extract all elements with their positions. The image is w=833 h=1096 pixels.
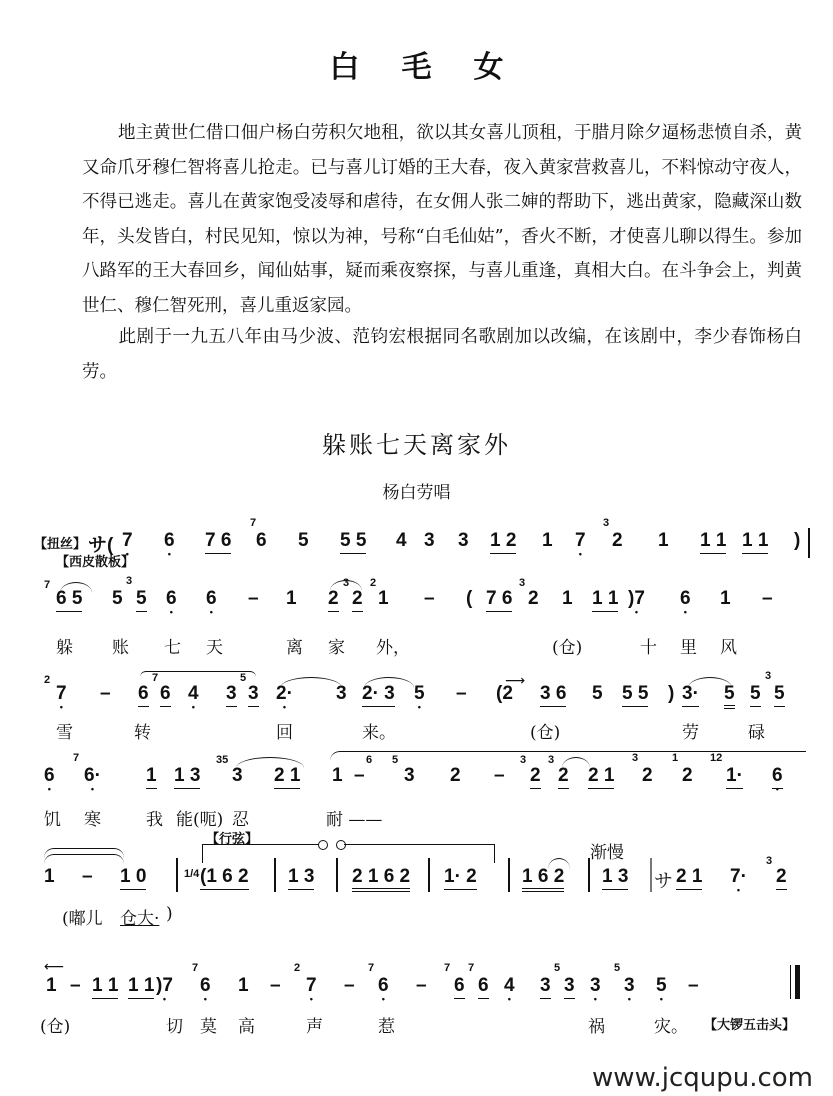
note: 3: [232, 765, 243, 786]
note: 6: [454, 975, 465, 999]
note: 2: [642, 765, 653, 786]
lyric: 祸: [588, 1017, 605, 1037]
note: 1: [542, 530, 553, 551]
grace-note: 7: [73, 752, 80, 764]
lyric: 离: [286, 638, 303, 658]
bar-line: [428, 858, 430, 892]
opera-title: 白毛女: [329, 50, 546, 85]
dash: –: [100, 683, 111, 704]
note: 3: [336, 683, 347, 704]
lyric: 躲: [56, 638, 73, 658]
synopsis-text-2: 此剧于一九五八年由马少波、范钧宏根据同名歌剧加以改编，在该剧中，李少春饰杨白劳。: [82, 327, 802, 382]
note-group: 5 5: [340, 530, 366, 554]
arrow-right-icon: ⟶: [505, 673, 526, 689]
lyric: 劳: [682, 723, 699, 743]
grace-note: 7: [152, 672, 159, 684]
watermark: www.jcqupu.com: [592, 1063, 813, 1093]
lyric: 七: [164, 638, 181, 658]
lyric: 声: [306, 1017, 323, 1037]
note: 5: [592, 683, 603, 704]
grace-note: 35: [216, 754, 229, 766]
lyric: 里: [680, 638, 697, 658]
time-signature: 1/4: [184, 868, 200, 880]
note: 3: [226, 683, 237, 707]
synopsis-text-1: 地主黄世仁借口佃户杨白劳积欠地租，欲以其女喜儿顶租，于腊月除夕逼杨悲愤自杀，黄又命爪牙穆仁智将喜儿抢走。已与喜儿订婚的王大春，夜入黄家营救喜儿，不料惊动守夜人，不得已逃走。喜儿在黄家饱受凌辱和虐待，在女佣人张二婶的帮助下，逃出黄家，隐藏深山数年，头发皆白，村民见知，惊以为神，号称“白毛仙姑”，香火不断，才使喜儿聊以得生。参加八路军的王大春回乡，闻仙姑事，疑而乘夜察探，与喜儿重逢，真相大白。在斗争会上，判黄世仁、穆仁智死刑，喜儿重返家园。: [82, 123, 802, 316]
dash: –: [494, 765, 505, 786]
note: 5: [774, 683, 785, 707]
note-group: 1 1: [742, 530, 768, 554]
bar-line: [508, 858, 510, 892]
note: 3: [458, 530, 469, 551]
lyric: 切: [166, 1017, 183, 1037]
label-xipi-sanban: 【西皮散板】: [56, 555, 135, 570]
note: 5: [750, 683, 761, 707]
lyric: 灾。: [654, 1017, 688, 1037]
note-group: 1 1: [592, 588, 618, 612]
note: 7 •: [306, 975, 317, 997]
note: 6 •: [200, 975, 211, 997]
grace-note: 3: [766, 855, 773, 867]
note: 2: [682, 765, 693, 786]
note-group: 2 1: [588, 765, 614, 789]
note: 1: [658, 530, 669, 551]
lyric: ): [166, 904, 173, 924]
grace-note: 7: [44, 579, 51, 591]
note: 4 •: [188, 683, 199, 705]
note: 1: [720, 588, 731, 609]
note: 3·: [682, 683, 699, 707]
note: 3: [248, 683, 259, 707]
note: 2: [528, 588, 539, 609]
label-niusi: 【扭丝】: [34, 537, 87, 552]
grace-note: 5: [240, 672, 247, 684]
note-group: (1 6 2: [200, 866, 249, 890]
note: 6 •: [680, 588, 691, 610]
note: ): [794, 530, 801, 551]
grace-note: 3: [765, 670, 772, 682]
note-group: 7 6: [205, 530, 231, 554]
note: 1: [44, 866, 55, 887]
note: (2: [496, 683, 513, 704]
lyric: (仓): [40, 1017, 71, 1037]
lyric: 家: [328, 638, 345, 658]
grace-note: 3: [520, 754, 527, 766]
note-group: 1 2: [490, 530, 516, 554]
final-bar-line: [790, 965, 794, 999]
note: 2: [352, 588, 363, 612]
note-group: 6 5: [56, 588, 82, 612]
note: 6 •: [164, 530, 175, 552]
note: 4: [396, 530, 407, 551]
lyric: (仓): [530, 723, 561, 743]
song-title: 躲账七天离家外: [322, 431, 511, 459]
note-group: 2· 3: [362, 683, 395, 707]
lyric: 十: [640, 638, 657, 658]
note: 1: [378, 588, 389, 609]
tempo-marking: 渐慢: [590, 843, 624, 863]
synopsis-paragraph-1: [82, 116, 802, 323]
note: 2: [530, 765, 541, 789]
note-group: 7 6: [486, 588, 512, 612]
grace-note: 3: [519, 577, 526, 589]
grace-note: 7: [250, 517, 257, 529]
note: 5 •: [656, 975, 667, 997]
note: 3: [424, 530, 435, 551]
lyric: 饥: [44, 810, 61, 830]
lyric: (嘟儿: [62, 909, 103, 929]
note: 6 •: [206, 588, 217, 610]
note: 6 •: [772, 765, 783, 789]
note: 6: [256, 530, 267, 551]
note: )7 •: [156, 975, 173, 997]
grace-note: 5: [554, 962, 561, 974]
dash: –: [82, 866, 93, 887]
grace-note: 3: [632, 752, 639, 764]
lyric: 能(呃): [176, 810, 224, 830]
bracket-end-circle: [318, 840, 328, 850]
lyric: 回: [276, 723, 293, 743]
note: 7· •: [730, 866, 747, 888]
lyric: 我: [146, 810, 163, 830]
singer-credit: 杨白劳唱: [382, 483, 451, 503]
bar-line: [588, 858, 590, 892]
note: 2· •: [276, 683, 293, 705]
note: 5: [136, 588, 147, 612]
note-group: 2 1 6 2: [352, 866, 410, 892]
note-group: 1 1: [92, 975, 118, 999]
lyric: 来。: [362, 723, 396, 743]
note-group: 3 6: [540, 683, 566, 707]
note: 2: [612, 530, 623, 551]
bar-line: [808, 528, 810, 558]
dash: –: [416, 975, 427, 996]
note: 7 •: [56, 683, 67, 705]
lyric: 惹: [378, 1017, 395, 1037]
note: 3 •: [590, 975, 601, 997]
grace-note: 2: [370, 577, 377, 589]
note: 6 •: [378, 975, 389, 997]
lyric: 天: [206, 638, 223, 658]
dash: –: [270, 975, 281, 996]
note: 2: [328, 588, 339, 612]
note: 6· •: [84, 765, 101, 787]
note-group: 1 0: [120, 866, 146, 890]
bar-line: [274, 858, 276, 892]
note-group: 1· 2: [444, 866, 477, 890]
lyric: 高: [238, 1017, 255, 1037]
note: 5: [112, 588, 123, 609]
note: 2: [558, 765, 569, 789]
dash: –: [70, 975, 81, 996]
lyric: 转: [134, 723, 151, 743]
grace-note: 3: [343, 577, 350, 589]
grace-note: 5: [614, 962, 621, 974]
note-group: 1 1: [700, 530, 726, 554]
grace-note: 7: [468, 962, 475, 974]
grace-note: 7: [368, 962, 375, 974]
repeat-bracket-end: [344, 844, 495, 863]
lyric: 账: [112, 638, 129, 658]
note: 2: [776, 866, 787, 890]
grace-note: 3: [126, 575, 133, 587]
lyric: 风: [720, 638, 737, 658]
note-group: 1 3: [174, 765, 200, 789]
note: 1: [332, 765, 343, 786]
note: 7 •: [575, 530, 586, 552]
bar-line: [336, 858, 338, 892]
note-group: 5 5: [622, 683, 648, 707]
note: 1: [286, 588, 297, 609]
dash: –: [456, 683, 467, 704]
note-group: 2 1: [676, 866, 702, 890]
note-group: 1 3: [602, 866, 628, 890]
grace-note: 7: [444, 962, 451, 974]
lyric: 外，: [376, 638, 410, 658]
dash: –: [762, 588, 773, 609]
note-group: 1 1: [128, 975, 154, 999]
lyric: 寒: [84, 810, 101, 830]
free-meter: サ: [654, 871, 674, 892]
slur: [44, 848, 124, 859]
note-group: 2 1: [274, 765, 300, 789]
label-daluo: 【大锣五击头】: [704, 1018, 796, 1033]
grace-note: 12: [710, 752, 723, 764]
dash: –: [688, 975, 699, 996]
note: 1: [146, 765, 157, 789]
lyric: 耐 ——: [326, 810, 383, 830]
note: サ(: [88, 535, 114, 556]
dash: –: [248, 588, 259, 609]
dash: –: [354, 765, 365, 786]
grace-note: 2: [294, 962, 301, 974]
dash: –: [424, 588, 435, 609]
note: 3 •: [624, 975, 635, 997]
dash: –: [344, 975, 355, 996]
note: 6: [160, 683, 171, 707]
lyric: 碌: [748, 723, 765, 743]
bar-line: [650, 858, 652, 892]
note: 6 •: [166, 588, 177, 610]
note: 1: [238, 975, 249, 996]
note: 5: [298, 530, 309, 551]
note: 7 •: [122, 530, 133, 552]
repeat-bracket-start: [202, 844, 323, 863]
label-xingxian: 【行弦】: [206, 832, 259, 847]
lyric: 忍: [232, 810, 249, 830]
grace-note: 6: [366, 754, 373, 766]
lyric: 仓大·: [120, 909, 160, 929]
grace-note: 3: [603, 517, 610, 529]
grace-note: 5: [392, 754, 399, 766]
note: )7 •: [628, 588, 645, 610]
note: 2: [450, 765, 461, 786]
note-group: 1 6 2: [522, 866, 564, 892]
note: 3: [564, 975, 575, 999]
lyric: 雪: [56, 723, 73, 743]
note: 1: [562, 588, 573, 609]
note: 6 •: [44, 765, 55, 787]
synopsis-paragraph-2: [82, 320, 802, 389]
note: 1: [46, 975, 57, 996]
grace-note: 1: [672, 752, 679, 764]
bar-line: [176, 858, 178, 892]
note: 1·: [726, 765, 743, 789]
note: 6: [138, 683, 149, 707]
paren: ): [668, 683, 675, 704]
note: 3: [540, 975, 551, 999]
grace-note: 2: [44, 674, 51, 686]
arrow-left-icon: ⟵: [44, 959, 65, 975]
grace-note: 7: [192, 962, 199, 974]
note: 5 •: [414, 683, 425, 705]
note: 3: [404, 765, 415, 786]
note: 5: [724, 683, 735, 709]
lyric: (仓): [552, 638, 583, 658]
note-group: 1 3: [288, 866, 314, 890]
note: 4 •: [504, 975, 515, 997]
paren: (: [466, 588, 473, 609]
note: 6: [478, 975, 489, 999]
lyric: 莫: [200, 1017, 217, 1037]
grace-note: 3: [548, 754, 555, 766]
